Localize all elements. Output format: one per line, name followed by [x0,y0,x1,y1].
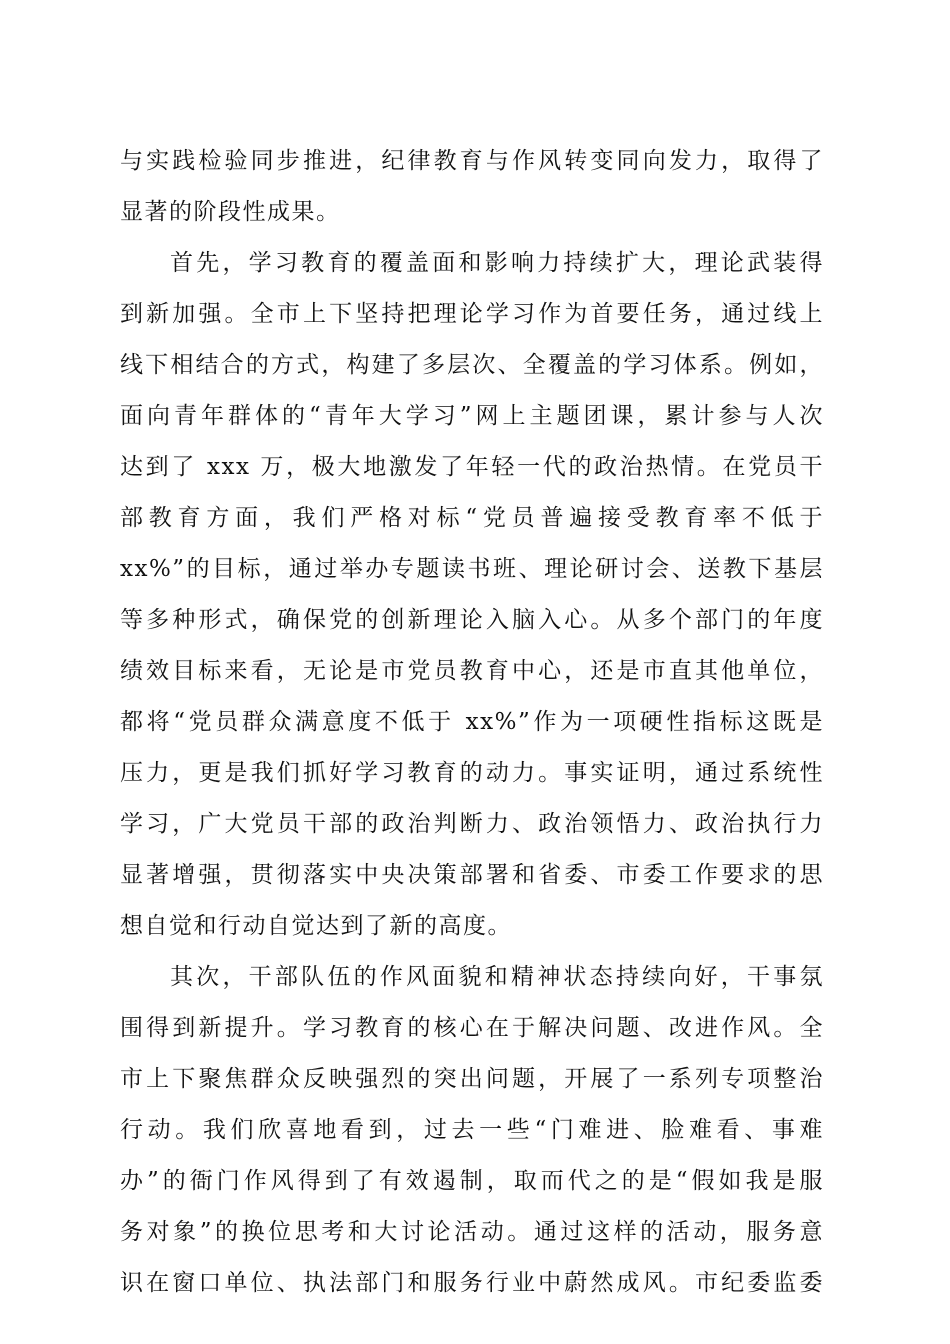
text-line: 到新加强。全市上下坚持把理论学习作为首要任务，通过线上 [120,301,824,327]
text-line: 等多种形式，确保党的创新理论入脑入心。从多个部门的年度 [120,607,824,633]
text-line: 与实践检验同步推进，纪律教育与作风转变同向发力，取得了 [120,148,824,174]
paragraph-1 [120,136,824,238]
document-body [120,136,824,1309]
text-line: 市上下聚焦群众反映强烈的突出问题，开展了一系列专项整治 [120,1066,824,1092]
text-line: 务对象”的换位思考和大讨论活动。通过这样的活动，服务意 [120,1219,824,1245]
text-line: 行动。我们欣喜地看到，过去一些“门难进、脸难看、事难 [120,1117,824,1143]
paragraph-3 [120,952,824,1309]
text-line: 绩效目标来看，无论是市党员教育中心，还是市直其他单位， [120,658,824,684]
text-line: 学习，广大党员干部的政治判断力、政治领悟力、政治执行力 [120,811,824,837]
text-line: 办”的衙门作风得到了有效遏制，取而代之的是“假如我是服 [120,1168,824,1194]
text-line: 都将“党员群众满意度不低于 xx%”作为一项硬性指标这既是 [120,709,824,735]
text-line: 显著增强，贯彻落实中央决策部署和省委、市委工作要求的思 [120,862,824,888]
text-line: 首先，学习教育的覆盖面和影响力持续扩大，理论武装得 [170,250,824,276]
text-line: xx%”的目标，通过举办专题读书班、理论研讨会、送教下基层 [120,556,824,582]
text-line: 压力，更是我们抓好学习教育的动力。事实证明，通过系统性 [120,760,824,786]
paragraph-2 [120,238,824,952]
text-line: 面向青年群体的“青年大学习”网上主题团课，累计参与人次 [120,403,824,429]
text-line: 想自觉和行动自觉达到了新的高度。 [120,913,512,939]
text-line: 达到了 xxx 万，极大地激发了年轻一代的政治热情。在党员干 [120,454,824,480]
text-line: 部教育方面，我们严格对标“党员普遍接受教育率不低于 [120,505,824,531]
text-line: 围得到新提升。学习教育的核心在于解决问题、改进作风。全 [120,1015,824,1041]
text-line: 其次，干部队伍的作风面貌和精神状态持续向好，干事氛 [170,964,824,990]
text-line: 显著的阶段性成果。 [120,199,341,225]
text-line: 线下相结合的方式，构建了多层次、全覆盖的学习体系。例如， [120,352,824,378]
text-line: 识在窗口单位、执法部门和服务行业中蔚然成风。市纪委监委 [120,1270,824,1296]
